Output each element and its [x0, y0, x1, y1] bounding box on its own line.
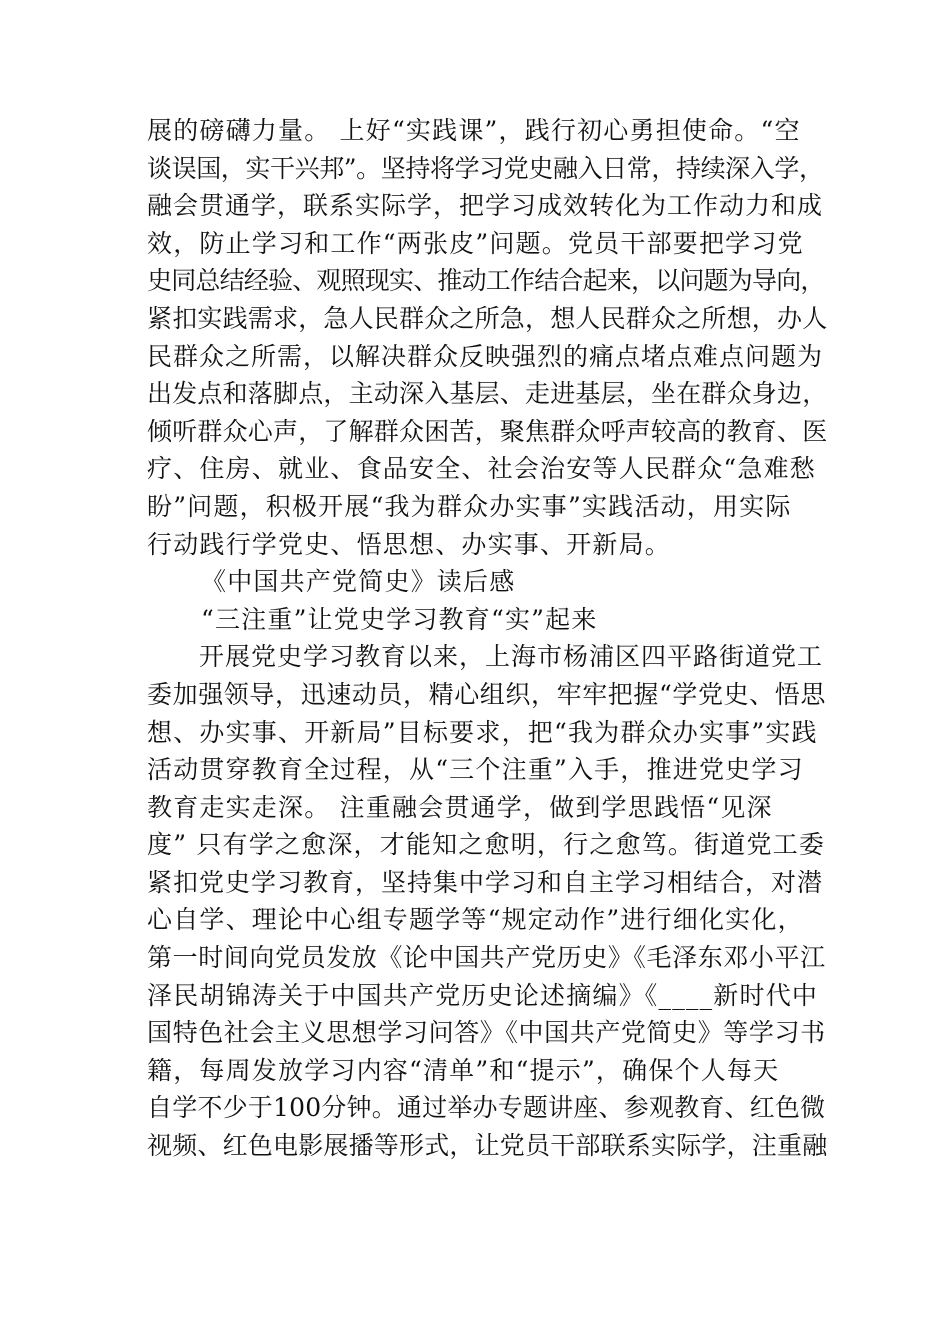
paragraph-line: 紧扣实践需求，急人民群众之所急，想人民群众之所想，办人 [147, 303, 828, 333]
paragraph-line: 视频、红色电影展播等形式，让党员干部联系实际学，注重融 [147, 1131, 828, 1161]
paragraph-line: 出发点和落脚点，主动深入基层、走进基层，坐在群众身边， [147, 379, 828, 409]
book-title-heading: 《中国共产党简史》读后感 [201, 567, 516, 597]
paragraph-line: 心自学、理论中心组专题学等“规定动作”进行细化实化， [147, 905, 804, 935]
paragraph-line: 泽民胡锦涛关于中国共产党历史论述摘编》《____新时代中 [147, 980, 819, 1010]
paragraph-line: 疗、住房、就业、食品安全、社会治安等人民群众“急难愁 [147, 454, 816, 484]
paragraph-line: 展的磅礴力量。 上好“实践课”，践行初心勇担使命。“空 [147, 116, 801, 145]
paragraph-line: 籍，每周发放学习内容“清单”和“提示”，确保个人每天 [147, 1055, 780, 1085]
paragraph-line: 教育走实走深。 注重融会贯通学，做到学思践悟“见深 [147, 792, 773, 822]
paragraph-line: 盼”问题，积极开展“我为群众办实事”实践活动，用实际 [147, 491, 792, 521]
paragraph-line: 行动践行学党史、悟思想、办实事、开新局。 [147, 529, 672, 559]
paragraph-line: 效，防止学习和工作“两张皮”问题。党员干部要把学习党 [147, 228, 804, 258]
paragraph-line: 谈误国，实干兴邦”。坚持将学习党史融入日常，持续深入学， [147, 153, 824, 183]
paragraph-line: 自学不少于100分钟。通过举办专题讲座、参观教育、红色微 [147, 1093, 826, 1123]
paragraph-line: 紧扣党史学习教育，坚持集中学习和自主学习相结合，对潜 [147, 867, 824, 897]
paragraph-line: 民群众之所需，以解决群众反映强烈的痛点堵点难点问题为 [147, 341, 824, 371]
paragraph-first-line: 开展党史学习教育以来，上海市杨浦区四平路街道党工 [199, 642, 824, 672]
document-body [147, 112, 827, 1165]
paragraph-line: 史同总结经验、观照现实、推动工作结合起来，以问题为导向， [147, 266, 825, 296]
paragraph-line: 倾听群众心声，了解群众困苦，聚焦群众呼声较高的教育、医 [147, 416, 828, 446]
paragraph-line: 第一时间向党员发放《论中国共产党历史》《毛泽东邓小平江 [147, 943, 826, 973]
paragraph-line: 国特色社会主义思想学习问答》《中国共产党简史》等学习书 [147, 1018, 826, 1048]
paragraph-line: 委加强领导，迅速动员，精心组织，牢牢把握“学党史、悟思 [147, 679, 826, 709]
article-title-heading: “三注重”让党史学习教育“实”起来 [201, 604, 598, 634]
paragraph-line: 想、办实事、开新局”目标要求，把“我为群众办实事”实践 [147, 717, 818, 747]
paragraph-line: 度” 只有学之愈深，才能知之愈明，行之愈笃。街道党工委 [147, 830, 826, 860]
paragraph-line: 活动贯穿教育全过程，从“三个注重”入手，推进党史学习 [147, 755, 804, 785]
paragraph-line: 融会贯通学，联系实际学，把学习成效转化为工作动力和成 [147, 191, 824, 221]
